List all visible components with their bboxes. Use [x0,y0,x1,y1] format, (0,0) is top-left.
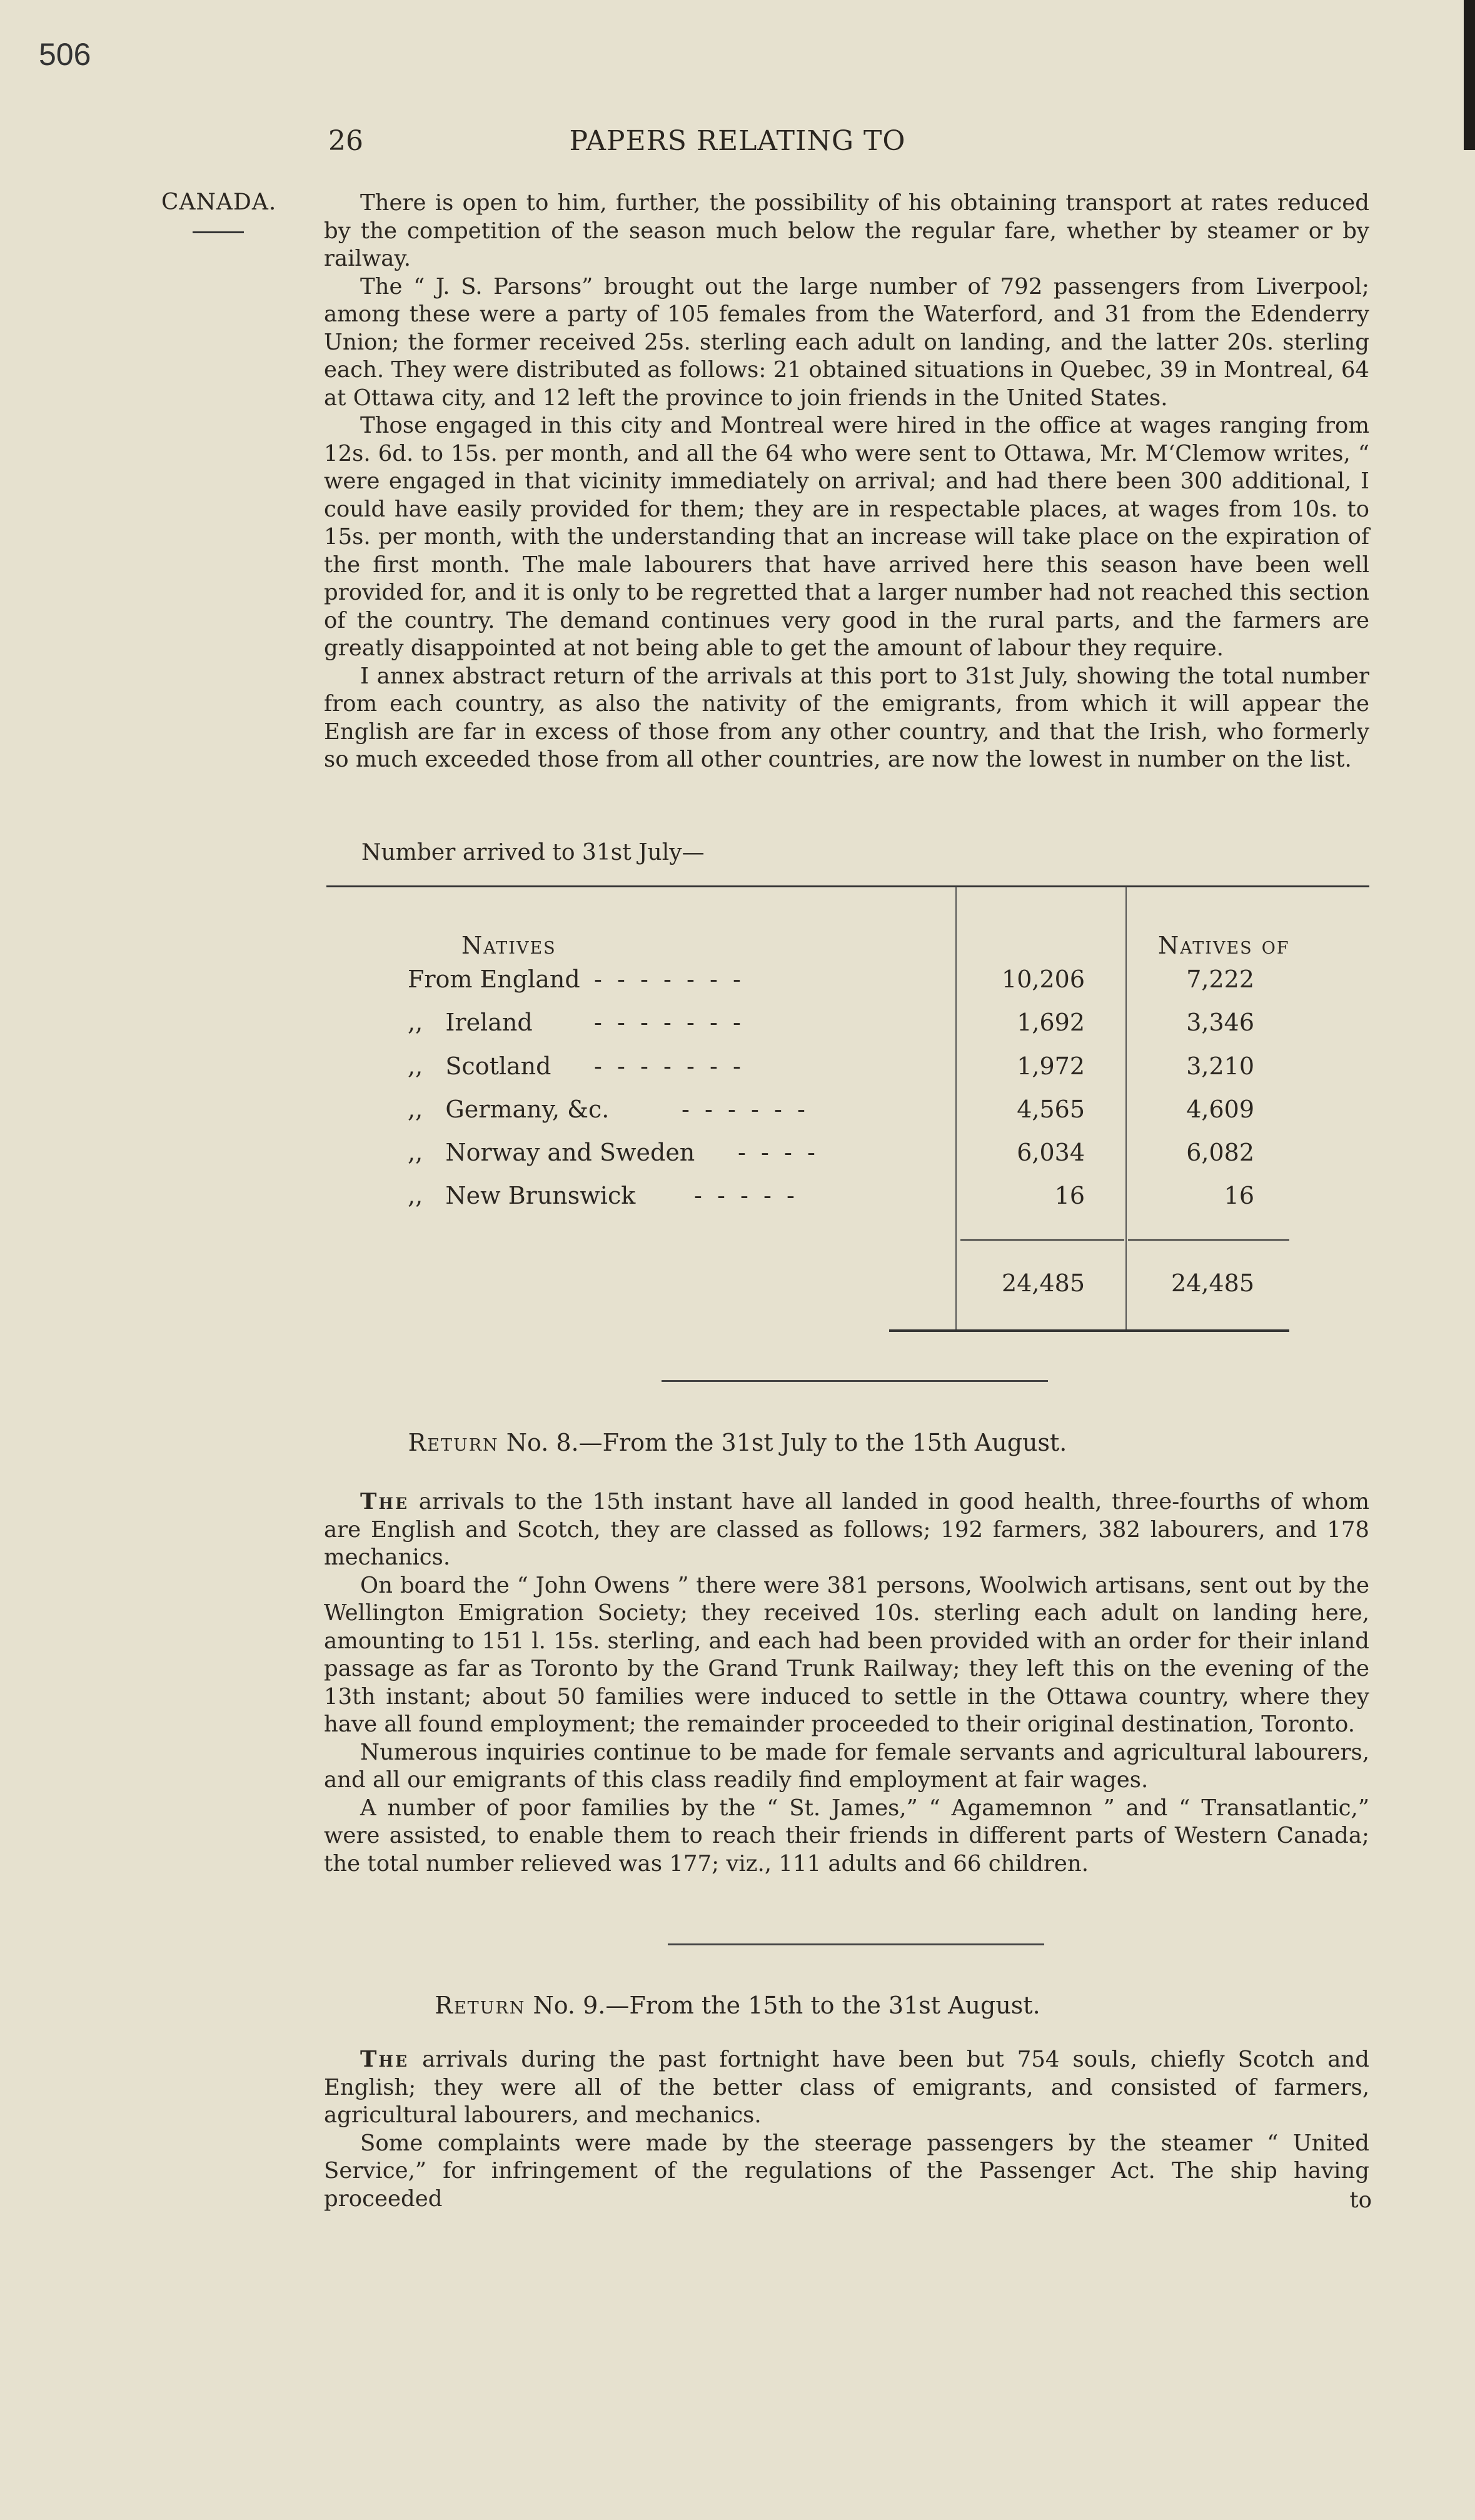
table-cell-natives: 6,082 [1186,1139,1254,1166]
section1-text [324,189,1369,774]
table-caption: Number arrived to 31st July— [361,840,705,865]
lead-word: The [360,2047,410,2072]
table-cell-arrived: 4,565 [1017,1096,1085,1123]
table-cell-arrived: 10,206 [1002,965,1085,993]
col-header-natives-of: Natives of [1158,932,1290,959]
paragraph-text: arrivals to the 15th instant have all landed in good health, three-fourths of whom are English and Scotch, they are classed as follows; 192 farmers, 382 labourers, and 178 mechanics. [324,1489,1369,1570]
paragraph: On board the “ John Owens ” there were 381 persons, Woolwich artisans, sent out by the Wellington Emigration Society; they received 10s. sterling each adult on landing here, amounting to 151 l. 15s. sterling, and each had been provided with an order for their inland passage as far as Toronto by the Grand Trunk Railway; they left this on the evening of the 13th instant; about 50 families were induced to settle in the Ottawa country, where they have all found employment; the remainder proceeded to their original destination, Toronto. [324,1572,1369,1737]
paragraph-text: arrivals during the past fortnight have been but 754 souls, chiefly Scotch and English; they were all of the better class of emigrants, and consisted of farmers, agricultural labourers, and mechanics. [324,2047,1369,2128]
margin-dash [193,231,244,233]
leader-dashes: - - - - - [694,1182,795,1209]
leader-dashes: - - - - - - [682,1096,805,1123]
table-row-label: From England [408,965,580,993]
table-cell-arrived: 16 [1054,1182,1085,1209]
table-cell-natives: 4,609 [1186,1096,1254,1123]
return-9-heading [0,1992,1475,2019]
section-divider [662,1380,1048,1382]
paragraph: Numerous inquiries continue to be made for female servants and agricultural labourers, and all our emigrants of this class readily find employment at fair wages. [324,1739,1369,1793]
subtotal-rule [1128,1239,1289,1241]
table-cell-natives: 7,222 [1186,965,1254,993]
folio-number: 26 [328,125,363,157]
table-total-arrived: 24,485 [1002,1269,1085,1297]
paragraph: A number of poor families by the “ St. James,” “ Agamemnon ” and “ Transatlantic,” were assisted, to enable them to reach their friends in different parts of Western Canada; the total number relieved was 177; viz., 111 adults and 66 children. [324,1795,1369,1877]
table-row-label: ,, Norway and Sweden [408,1139,695,1166]
return-9-text [324,2046,1369,2213]
heading-smallcaps: Return [435,1992,526,2019]
margin-note: CANADA. [161,189,277,215]
table-row-label: ,, Germany, &c. [408,1096,610,1123]
paragraph: Those engaged in this city and Montreal were hired in the office at wages ranging from 12s. 6d. to 15s. per month, and all the 64 who were sent to Ottawa, Mr. M‘Clemow writes, “ were engaged in that vicinity immediately on arrival; and had there been 300 additional, I could have easily provided for them; they are in respectable places, at wages from 10s. to 15s. per month, with the understanding that an increase will take place on the expiration of the first month. The male labourers that have arrived here this season have been well provided for, and it is only to be regretted that a larger number had not reached this section of the country. The demand continues very good in the rural parts, and the farmers are greatly disappointed at not being able to get the amount of labour they require. [324,413,1369,661]
table-row-label: ,, Scotland [408,1052,551,1080]
paragraph: Some complaints were made by the steerage passengers by the steamer “ United Service,” for infringement of the regulations of the Passenger Act. The ship having proceeded [324,2130,1369,2212]
paragraph [324,2046,1369,2130]
table-cell-arrived: 1,692 [1017,1009,1085,1036]
paragraph: The “ J. S. Parsons” brought out the large number of 792 passengers from Liverpool; among these were a party of 105 females from the Waterford, and 31 from the Edenderry Union; the former received 25s. sterling each adult on landing, and the latter 20s. sterling each. They were distributed as follows: 21 obtained situations in Quebec, 39 in Montreal, 64 at Ottawa city, and 12 left the province to join friends in the United States. [324,273,1369,411]
table-cell-natives: 3,210 [1186,1052,1254,1080]
table-col-divider [1125,887,1127,1329]
paragraph: There is open to him, further, the possibility of his obtaining transport at rates reduced by the competition of the season much below the regular fare, whether by steamer or by railway. [324,190,1369,271]
table-cell-natives: 16 [1224,1182,1254,1209]
table-row-label: ,, New Brunswick [408,1182,636,1209]
table-cell-arrived: 6,034 [1017,1139,1085,1166]
leader-dashes: - - - - - - - [594,1009,741,1036]
paragraph: I annex abstract return of the arrivals at this port to 31st July, showing the total number from each country, as also the nativity of the emigrants, from which it will appear the English are far in excess of those from any other country, and that the Irish, who formerly so much exceeded those from all other countries, are now the lowest in number on the list. [324,663,1369,772]
paragraph [324,1488,1369,1572]
leader-dashes: - - - - [738,1139,815,1166]
catchword: to [1349,2187,1372,2213]
running-head: PAPERS RELATING TO [569,125,906,157]
table-cell-natives: 3,346 [1186,1009,1254,1036]
heading-text: No. 9.—From the 15th to the 31st August. [533,1992,1040,2019]
leader-dashes: - - - - - - - [594,1052,741,1080]
subtotal-rule [960,1239,1124,1241]
table-total-natives: 24,485 [1171,1269,1254,1297]
return-8-text [324,1488,1369,1878]
heading-text: No. 8.—From the 31st July to the 15th August. [506,1429,1067,1456]
heading-smallcaps: Return [408,1429,499,1456]
section-divider [668,1943,1044,1945]
col-header-natives: Natives [461,932,556,959]
table-row-label: ,, Ireland [408,1009,533,1036]
page-number: 506 [39,37,91,72]
lead-word: The [360,1489,410,1515]
table-top-rule [326,885,1369,887]
table-cell-arrived: 1,972 [1017,1052,1085,1080]
table-bottom-rule [889,1329,1289,1332]
return-8-heading [0,1429,1475,1456]
leader-dashes: - - - - - - - [594,965,741,993]
table-col-divider [955,887,957,1329]
